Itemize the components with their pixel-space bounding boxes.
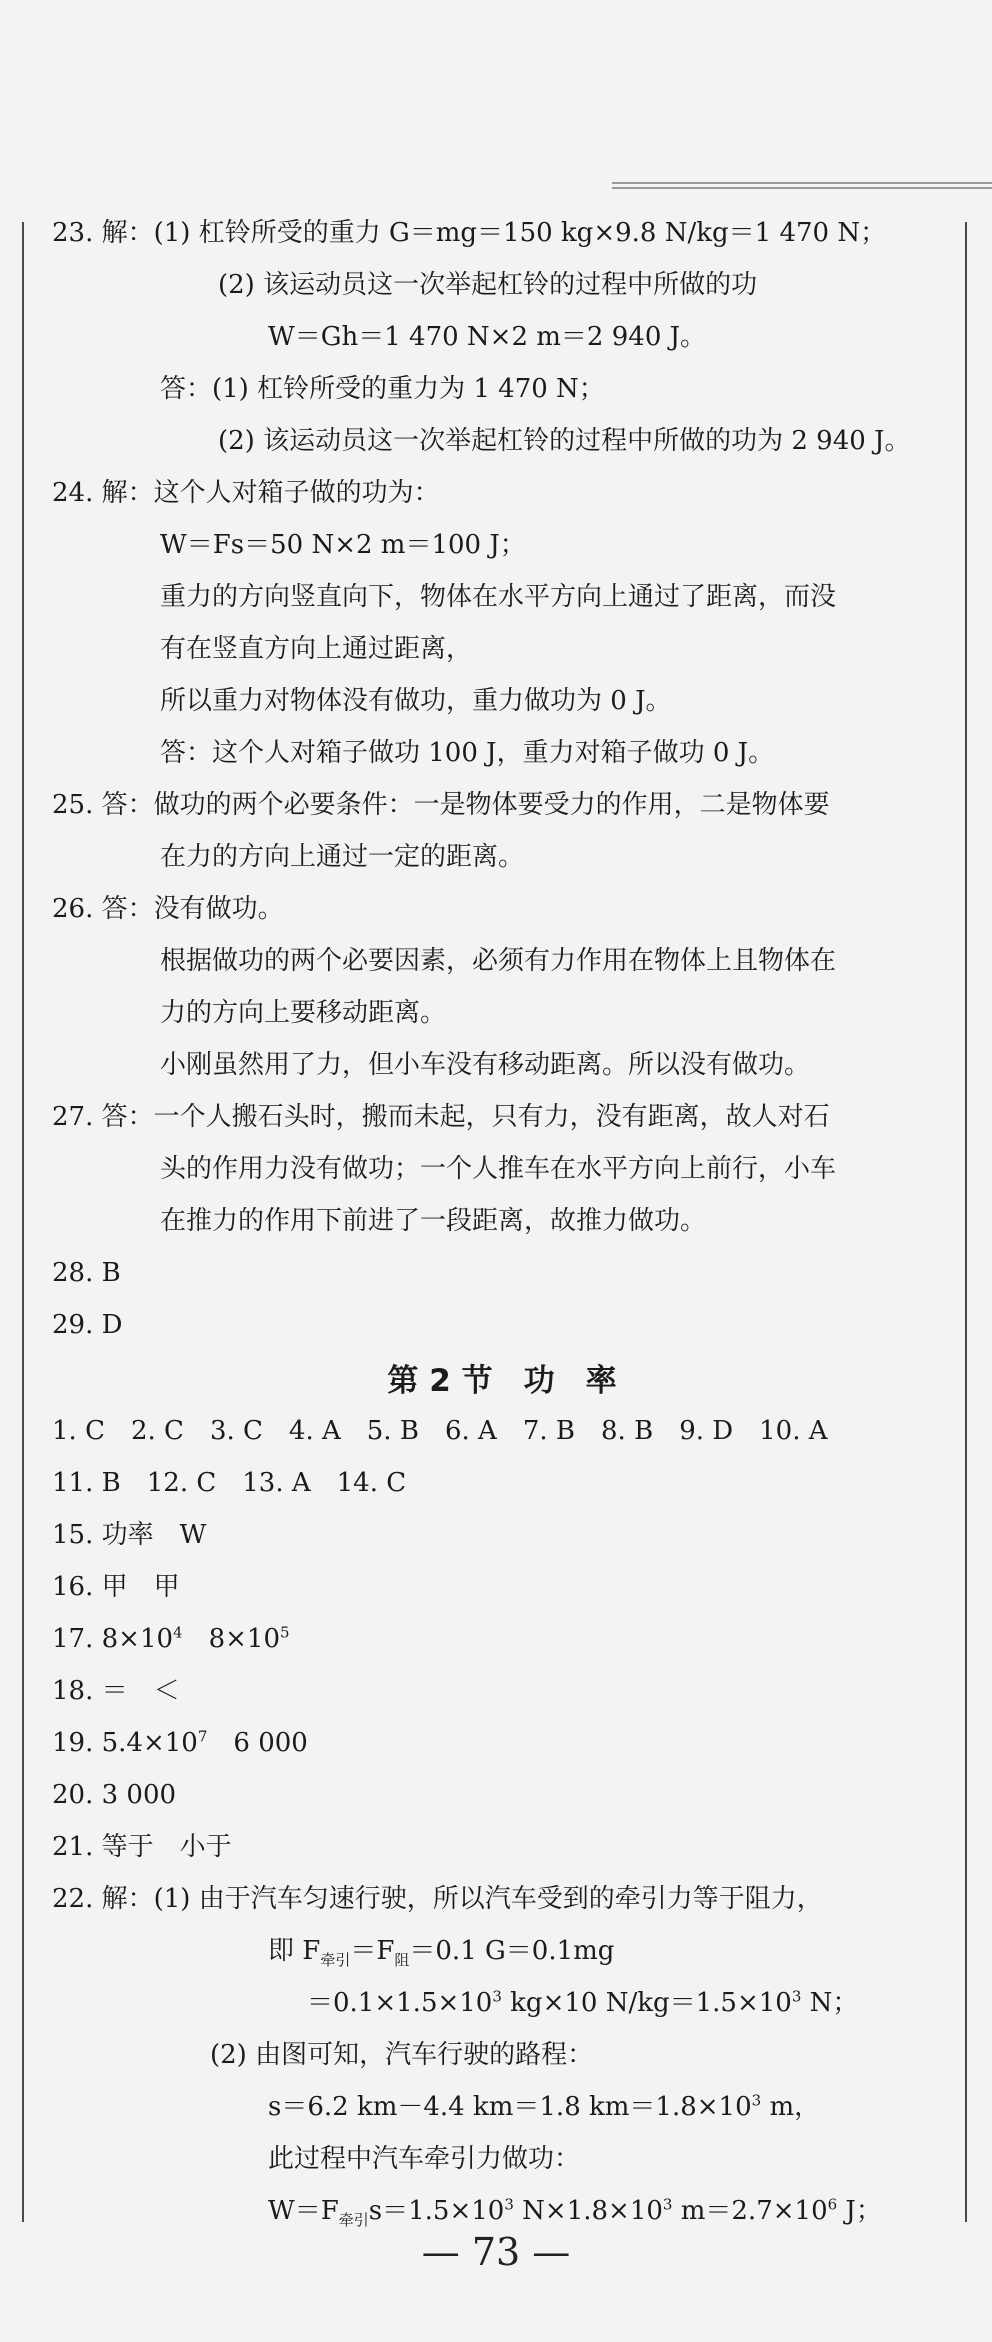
q22-text: m＝2.7×10: [672, 2196, 828, 2226]
mc-answer: 7. B: [522, 1416, 575, 1446]
q22-line4: (2) 由图可知，汽车行驶的路程：: [210, 2040, 594, 2070]
q22-text: J；: [837, 2196, 882, 2226]
q17-answer: [52, 1621, 952, 1657]
mc-answer: 1. C: [52, 1416, 105, 1446]
left-margin-rule: [22, 222, 24, 2222]
q19-part: 6 000: [207, 1728, 308, 1758]
q23-line2: (2) 该运动员这一次举起杠铃的过程中所做的功: [218, 270, 758, 300]
q19-exponent: 7: [197, 1727, 208, 1746]
mc-answer: 10. A: [759, 1416, 828, 1446]
q27-line2: 头的作用力没有做功；一个人推车在水平方向上前行，小车: [160, 1154, 837, 1184]
q22-exponent: 3: [504, 2195, 514, 2214]
q27-line1: 27. 答：一个人搬石头时，搬而未起，只有力，没有距离，故人对石: [52, 1102, 830, 1132]
q23-line4: 答：(1) 杠铃所受的重力为 1 470 N；: [160, 374, 605, 404]
q26-line2: 根据做功的两个必要因素，必须有力作用在物体上且物体在: [160, 946, 837, 976]
q22-text: s＝6.2 km－4.4 km＝1.8 km＝1.8×10: [268, 2092, 752, 2122]
q15-answer: 15. 功率 W: [52, 1520, 207, 1550]
q17-part: 8×10: [182, 1624, 280, 1654]
q22-subscript: 牵引: [320, 1951, 351, 1970]
section-title: 第 2 节 功 率: [387, 1363, 617, 1399]
q24-line1: 24. 解：这个人对箱子做的功为：: [52, 478, 440, 508]
q22-exponent: 3: [492, 1987, 502, 2006]
q22-text: N×1.8×10: [513, 2196, 663, 2226]
mc-row-1: [52, 1413, 952, 1449]
header-decoration: [612, 182, 992, 192]
q24-line4: 有在竖直方向上通过距离，: [160, 634, 473, 664]
q22-exponent: 3: [662, 2195, 673, 2214]
q18-answer: 18. ＝ ＜: [52, 1676, 180, 1706]
q22-subscript: 阻: [394, 1951, 410, 1970]
q22-exponent: 3: [751, 2091, 762, 2110]
q21-answer: 21. 等于 小于: [52, 1832, 232, 1862]
q24-line5: 所以重力对物体没有做功，重力做功为 0 J。: [160, 686, 672, 716]
q17-exponent: 4: [173, 1623, 183, 1642]
q22-line2: [52, 1933, 952, 1969]
q24-line3: 重力的方向竖直向下，物体在水平方向上通过了距离，而没: [160, 582, 837, 612]
mc-answer: 14. C: [336, 1468, 407, 1498]
q26-line4: 小刚虽然用了力，但小车没有移动距离。所以没有做功。: [160, 1050, 811, 1080]
q17-part: 17. 8×10: [52, 1624, 174, 1654]
q22-line7: [52, 2193, 952, 2229]
q22-text: ＝0.1×1.5×10: [307, 1988, 493, 2018]
q22-text: kg×10 N/kg＝1.5×10: [501, 1988, 792, 2018]
mc-answer: 9. D: [679, 1416, 734, 1446]
mc-answer: 6. A: [444, 1416, 497, 1446]
mc-answer: 2. C: [130, 1416, 184, 1446]
q19-part: 19. 5.4×10: [52, 1728, 198, 1758]
page-number: — 73 —: [421, 2230, 571, 2274]
q22-text: 即 F: [268, 1936, 321, 1966]
q22-text: m，: [761, 2092, 821, 2122]
mc-answer: 3. C: [209, 1416, 263, 1446]
q23-line5: (2) 该运动员这一次举起杠铃的过程中所做的功为 2 940 J。: [218, 426, 911, 456]
q22-line3: [52, 1985, 952, 2021]
q22-line6: 此过程中汽车牵引力做功：: [268, 2144, 581, 2174]
q24-line2: W＝Fs＝50 N×2 m＝100 J；: [160, 530, 526, 560]
mc-row-2: [52, 1465, 952, 1501]
q27-line3: 在推力的作用下前进了一段距离，故推力做功。: [160, 1206, 707, 1236]
mc-answer: 4. A: [288, 1416, 341, 1446]
q23-line3: W＝Gh＝1 470 N×2 m＝2 940 J。: [268, 322, 707, 352]
q22-text: ＝F: [350, 1936, 395, 1966]
mc-answer: 12. C: [146, 1468, 217, 1498]
q22-subscript: 牵引: [338, 2211, 369, 2230]
q22-text: N；: [801, 1988, 859, 2018]
mc-answer: 13. A: [242, 1468, 311, 1498]
q26-line3: 力的方向上要移动距离。: [160, 998, 447, 1028]
mc-answer: 5. B: [366, 1416, 419, 1446]
q24-line6: 答：这个人对箱子做功 100 J，重力对箱子做功 0 J。: [160, 738, 775, 768]
q22-exponent: 6: [827, 2195, 838, 2214]
q19-answer: [52, 1725, 952, 1761]
q16-answer: 16. 甲 甲: [52, 1572, 180, 1602]
q29-answer: 29. D: [52, 1310, 123, 1340]
mc-answer: 11. B: [52, 1468, 121, 1498]
q23-line1: 23. 解：(1) 杠铃所受的重力 G＝mg＝150 kg×9.8 N/kg＝1 470 N；: [52, 218, 887, 248]
q22-line1: 22. 解：(1) 由于汽车匀速行驶，所以汽车受到的牵引力等于阻力，: [52, 1884, 823, 1914]
q22-text: s＝1.5×10: [368, 2196, 505, 2226]
q22-text: W＝F: [268, 2196, 339, 2226]
q28-answer: 28. B: [52, 1258, 121, 1288]
right-margin-rule: [965, 222, 967, 2222]
q22-line5: [52, 2089, 952, 2125]
q20-answer: 20. 3 000: [52, 1780, 177, 1810]
q17-exponent: 5: [280, 1623, 290, 1642]
q25-line1: 25. 答：做功的两个必要条件：一是物体要受力的作用，二是物体要: [52, 790, 830, 820]
q22-exponent: 3: [791, 1987, 802, 2006]
q22-text: ＝0.1 G＝0.1mg: [409, 1936, 615, 1966]
q26-line1: 26. 答：没有做功。: [52, 894, 284, 924]
q25-line2: 在力的方向上通过一定的距离。: [160, 842, 525, 872]
answer-content: [52, 215, 952, 2229]
mc-answer: 8. B: [601, 1416, 654, 1446]
